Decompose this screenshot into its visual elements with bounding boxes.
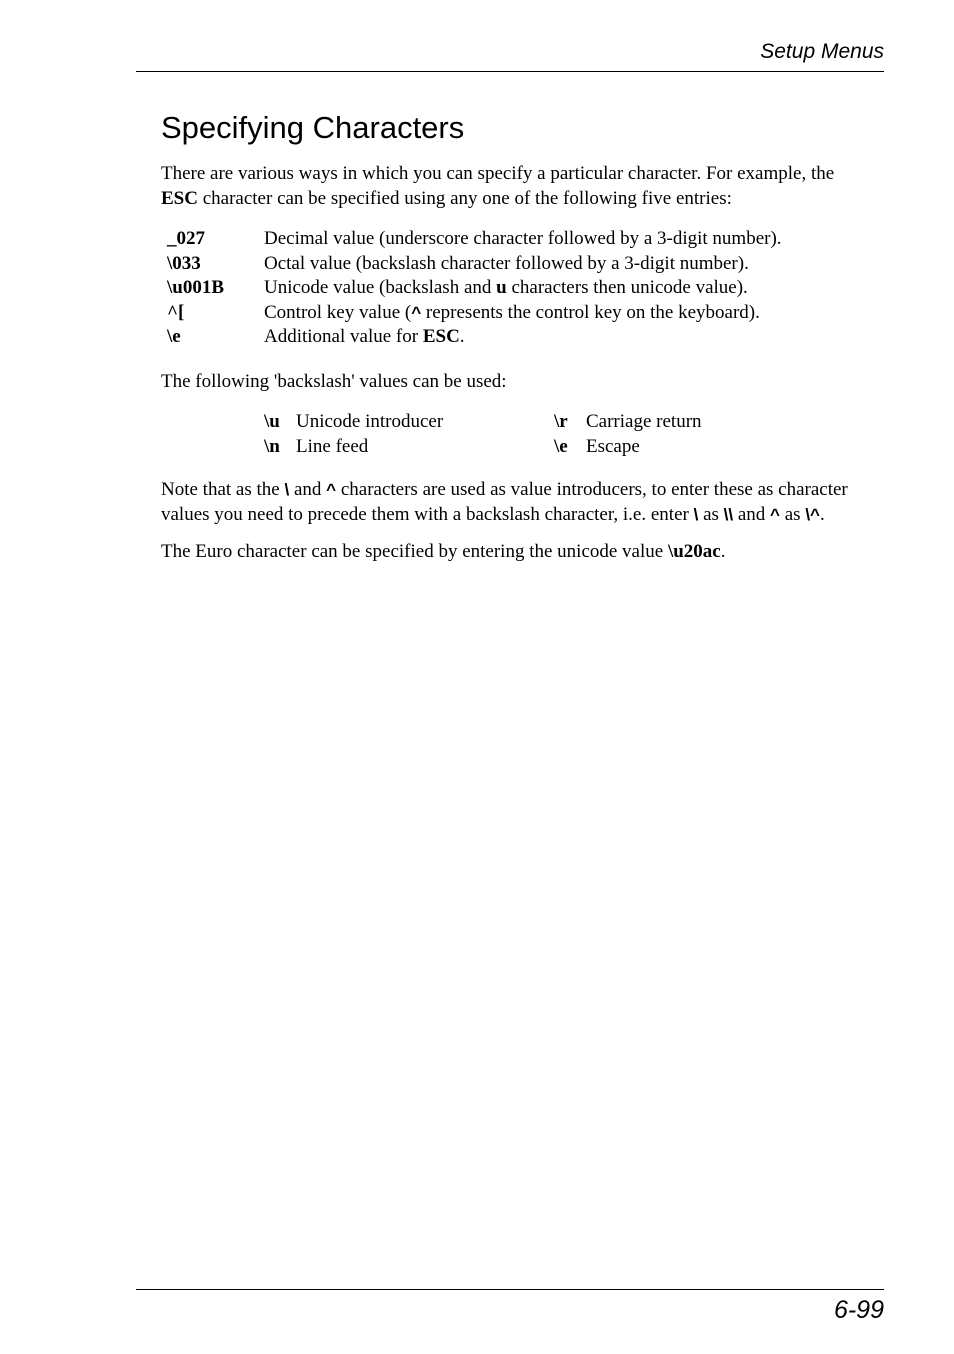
note-symbol: ^: [326, 480, 337, 499]
backslash-label: Line feed: [296, 435, 369, 457]
entry-row: [167, 301, 861, 326]
entry-code: ^[: [167, 301, 185, 323]
note-text: .: [819, 503, 825, 525]
entry-desc-part: Additional value for: [264, 326, 423, 347]
intro-esc: ESC: [161, 187, 198, 209]
page-title: Specifying Characters: [161, 110, 465, 145]
page-content: [161, 108, 861, 565]
euro-text: The Euro character can be specified by entering the unicode value: [161, 541, 668, 562]
euro-end: .: [720, 541, 726, 562]
note-symbol: \: [693, 504, 699, 524]
entry-code: \e: [167, 326, 181, 347]
entry-description: [264, 301, 861, 326]
entry-description: [264, 325, 861, 350]
note-text: as: [698, 503, 724, 525]
intro-text-2: character can be specified using any one of the following five entries:: [197, 187, 732, 209]
entry-row: [167, 252, 861, 277]
note-text: as: [779, 503, 806, 525]
note-text: and: [289, 479, 327, 500]
entry-desc-bold: u: [496, 277, 507, 298]
note-paragraph: [161, 478, 861, 527]
intro-text-1: There are various ways in which you can specify a particular character. For example, the: [161, 163, 835, 184]
backslash-code: \e: [554, 435, 568, 457]
backslash-label: Carriage return: [586, 411, 702, 432]
entry-code: \u001B: [167, 277, 225, 298]
entry-desc-part: .: [459, 326, 465, 347]
note-symbol: \^: [805, 504, 820, 524]
backslash-intro: The following 'backslash' values can be used:: [161, 370, 507, 392]
header-rule: [136, 71, 884, 72]
euro-code: \u20ac: [667, 541, 721, 562]
page-number: 6-99: [833, 1296, 884, 1324]
entry-desc-symbol: ^: [411, 302, 422, 322]
entry-row: [167, 325, 861, 350]
entry-row: [167, 276, 861, 301]
entry-description: Decimal value (underscore character followed by a 3-digit number).: [264, 228, 782, 249]
backslash-label: Unicode introducer: [296, 411, 444, 432]
entry-code: _027: [167, 228, 205, 249]
entry-desc-part: Unicode value (backslash and: [264, 277, 497, 298]
entry-desc-bold: ESC: [422, 326, 460, 347]
note-symbol: \: [284, 480, 290, 499]
esc-entries-table: [167, 227, 861, 350]
note-symbol: ^: [770, 504, 780, 524]
note-symbol: \\: [723, 504, 734, 524]
intro-paragraph: [161, 162, 861, 211]
backslash-values-table: [264, 410, 861, 459]
backslash-label: Escape: [586, 435, 640, 457]
entry-row: [167, 227, 861, 252]
note-text: and: [733, 503, 771, 525]
entry-description: [264, 276, 861, 301]
entry-code: \033: [167, 252, 201, 274]
backslash-code: \n: [264, 435, 280, 457]
entry-desc-part: represents the control key on the keyboard).: [421, 301, 760, 323]
entry-desc-part: Control key value (: [264, 301, 412, 323]
footer-rule: [136, 1289, 884, 1290]
backslash-row: [264, 435, 861, 460]
entry-description: Octal value (backslash character followed by a 3-digit number).: [264, 252, 749, 274]
backslash-code: \r: [554, 411, 568, 432]
euro-paragraph: [161, 540, 861, 565]
note-text: Note that as the: [161, 479, 285, 500]
running-header: Setup Menus: [760, 40, 884, 63]
note-text: characters are used as value introducers, to enter these as character values you need to precede them with a backslash character, i.e. enter: [161, 479, 848, 525]
backslash-code: \u: [264, 411, 280, 432]
entry-desc-part: characters then unicode value).: [506, 277, 748, 298]
backslash-row: [264, 410, 861, 435]
